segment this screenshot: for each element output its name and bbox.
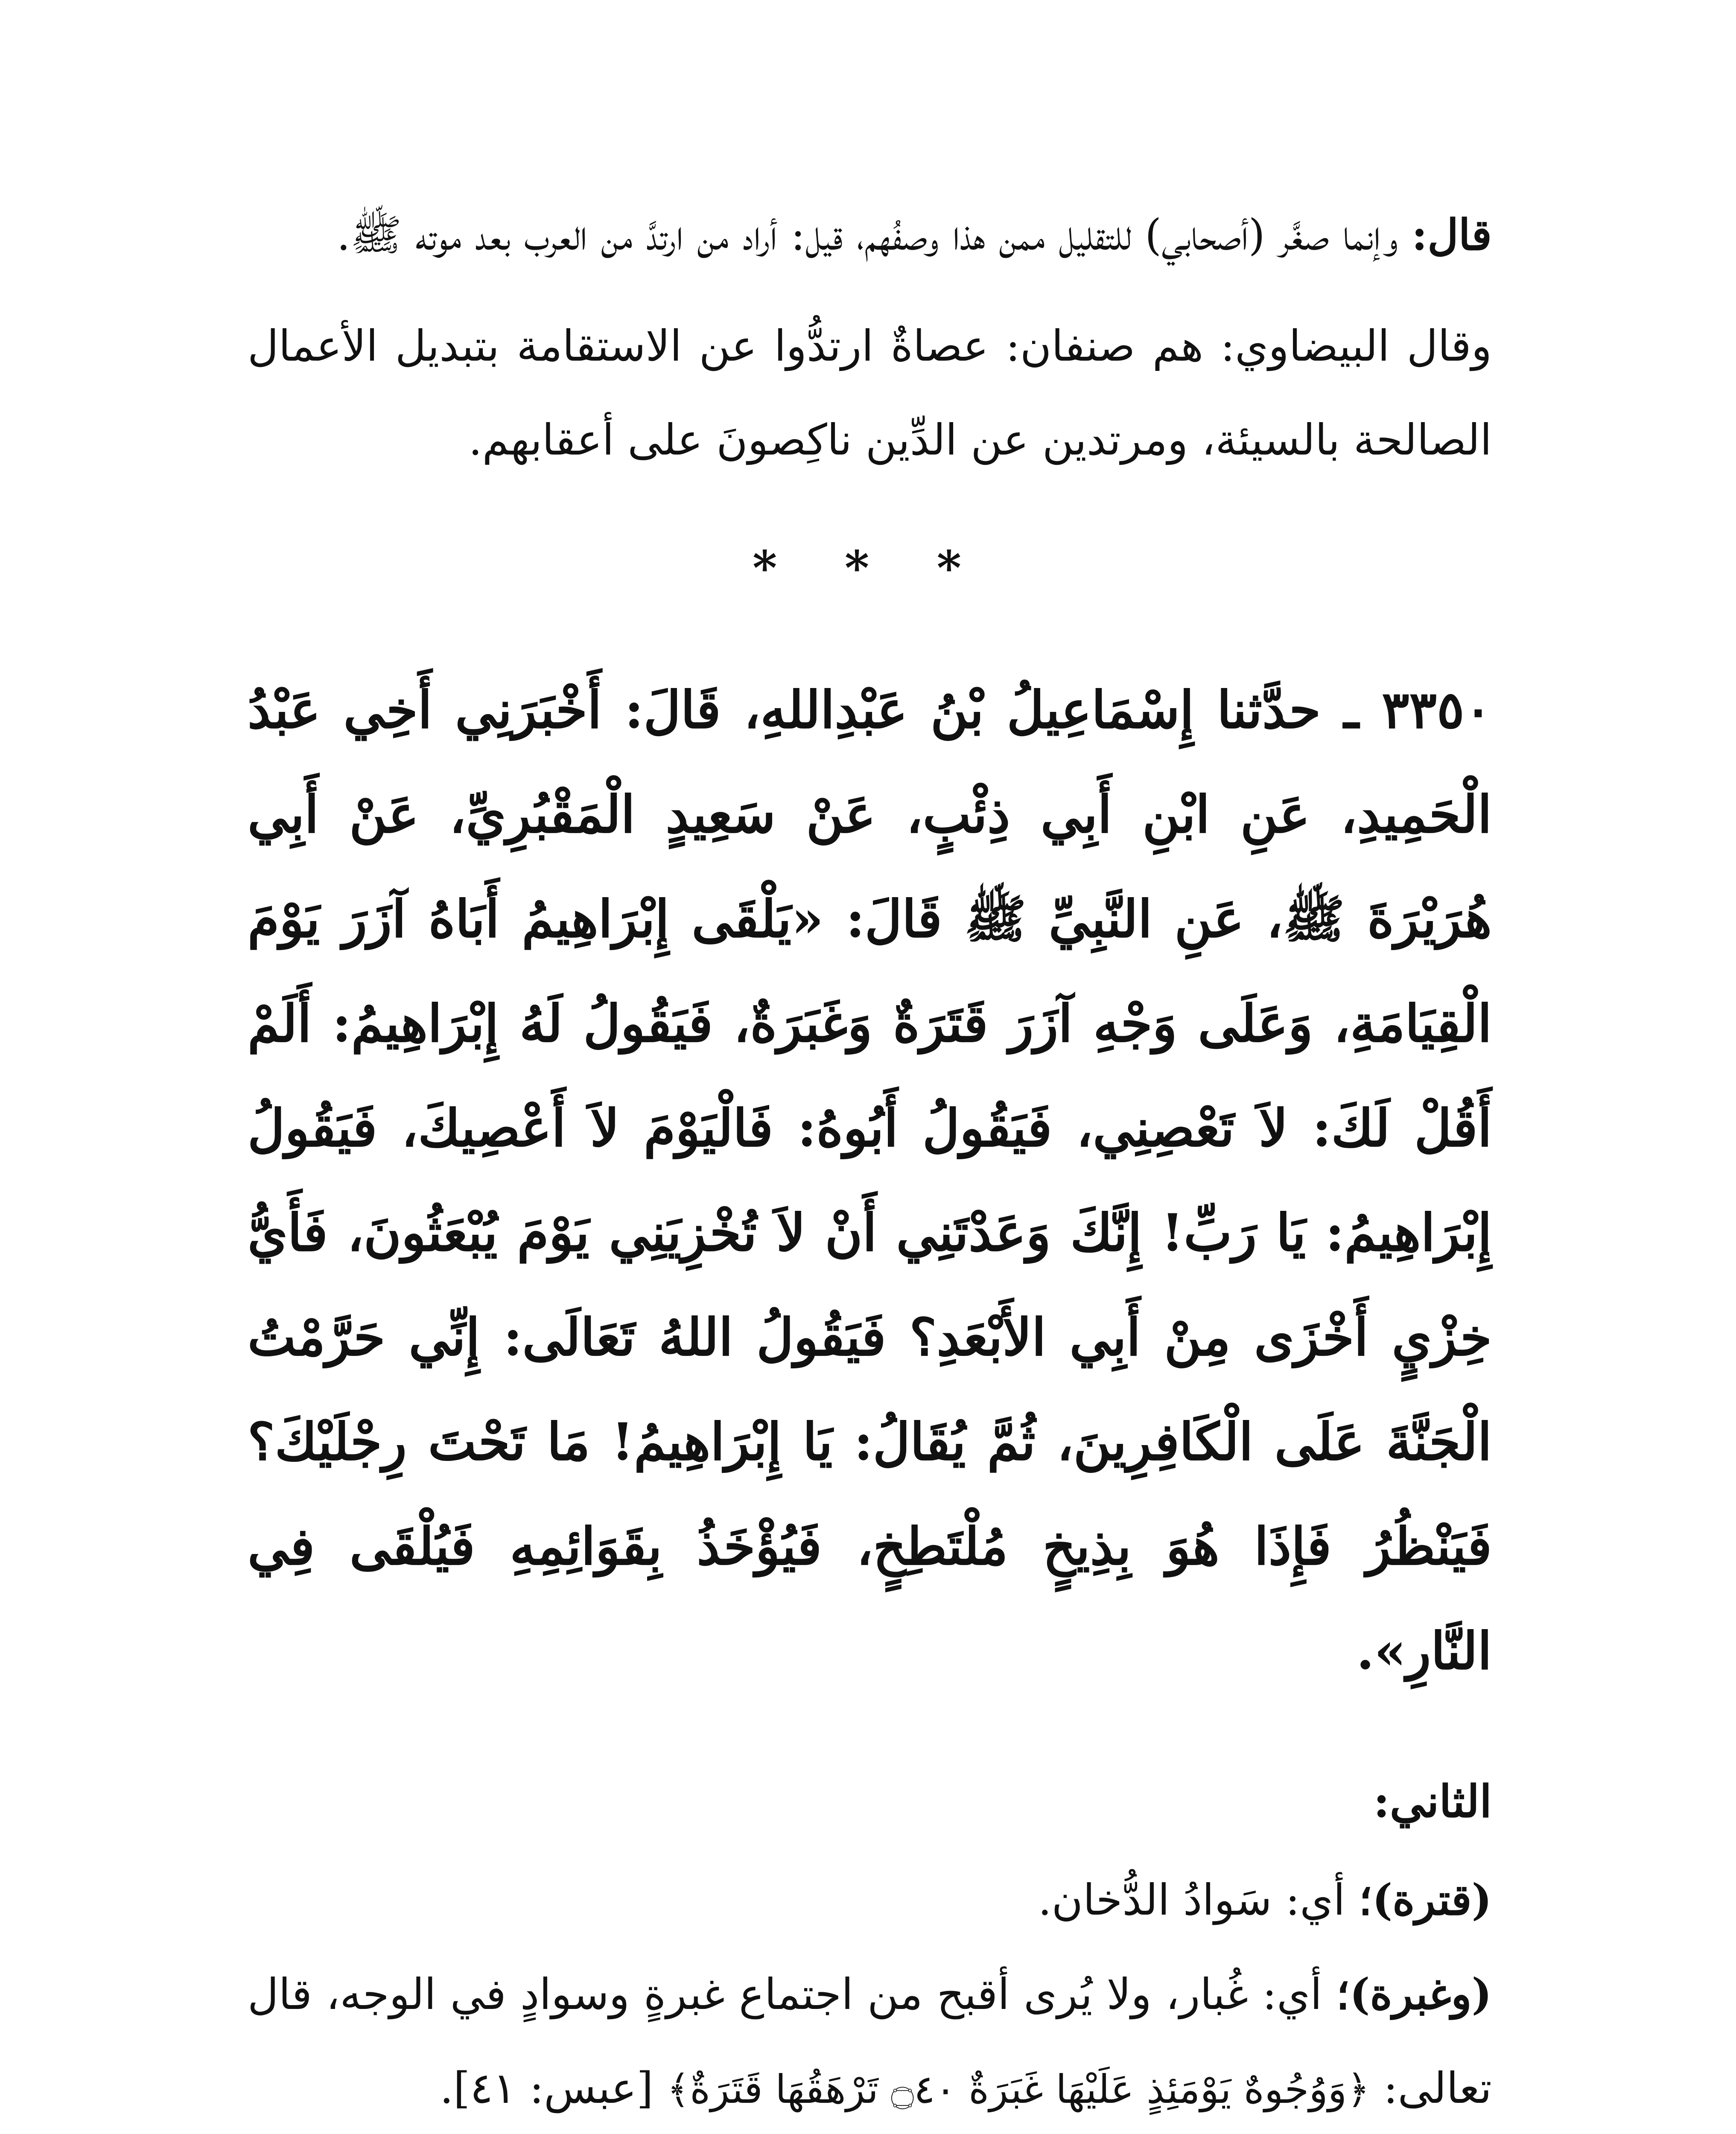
gloss-text: أي: غُبار، ولا يُرى أقبح من اجتماع غبرةٍ وسوادٍ في الوجه، قال تعالى:	[248, 1969, 1492, 2113]
gloss-term: (قترة)؛	[1359, 1875, 1492, 1925]
gloss-term: (وغبرة)؛	[1336, 1969, 1492, 2019]
quran-citation: [عبس: ٤١].	[440, 2063, 654, 2113]
gloss-qatara	[248, 1853, 1492, 1947]
quran-verse: ﴿وَوُجُوهٌ يَوْمَئِذٍ عَلَيْهَا غَبَرَةٌ ۝٤٠ تَرْهَقُهَا قَتَرَةٌ﴾	[667, 2067, 1370, 2112]
page-body	[248, 188, 1492, 2134]
commentary-paragraph-1	[248, 188, 1492, 282]
section-separator: * * *	[752, 540, 987, 595]
paragraph-lead: قال:	[1412, 210, 1492, 260]
paragraph-text: وقال البيضاوي: هم صنفان: عصاةٌ ارتدُّوا عن الاستقامة بتبديل الأعمال الصالحة بالسيئة، ومرتدين عن الدِّين ناكِصونَ على أعقابهم.	[248, 321, 1492, 465]
gloss-ghabara	[248, 1947, 1492, 2134]
commentary-heading: الثاني:	[1373, 1775, 1492, 1828]
commentary-paragraph-2	[248, 299, 1492, 487]
paragraph-text: وإنما صغَّر (أصحابي) للتقليل ممن هذا وصفُهم، قيل: أراد من ارتدَّ من العرب بعد موته ﷺ.	[336, 210, 1398, 260]
hadith-text: ٣٣٥٠ ـ حدَّثنا إِسْمَاعِيلُ بْنُ عَبْدِاللهِ، قَالَ: أَخْبَرَنِي أَخِي عَبْدُ الْحَمِيدِ، عَنِ ابْنِ أَبِي ذِئْبٍ، عَنْ سَعِيدٍ الْمَقْبُرِيِّ، عَنْ أَبِي هُرَيْرَةَ ﷺ، عَنِ النَّبِيِّ ﷺ قَالَ: «يَلْقَى إِبْرَاهِيمُ أَبَاهُ آزَرَ يَوْمَ الْقِيَامَةِ، وَعَلَى وَجْهِ آزَرَ قَتَرَةٌ وَغَبَرَةٌ، فَيَقُولُ لَهُ إِبْرَاهِيمُ: أَلَمْ أَقُلْ لَكَ: لاَ تَعْصِنِي، فَيَقُولُ أَبُوهُ: فَالْيَوْمَ لاَ أَعْصِيكَ، فَيَقُولُ إِبْرَاهِيمُ: يَا رَبِّ! إِنَّكَ وَعَدْتَنِي أَنْ لاَ تُخْزِيَنِي يَوْمَ يُبْعَثُونَ، فَأَيُّ خِزْيٍ أَخْزَى مِنْ أَبِي الأَبْعَدِ؟ فَيَقُولُ اللهُ تَعَالَى: إِنِّي حَرَّمْتُ الْجَنَّةَ عَلَى الْكَافِرِينَ، ثُمَّ يُقَالُ: يَا إِبْرَاهِيمُ! مَا تَحْتَ رِجْلَيْكَ؟ فَيَنْظُرُ فَإِذَا هُوَ بِذِيخٍ مُلْتَطِخٍ، فَيُؤْخَذُ بِقَوَائِمِهِ فَيُلْقَى فِي النَّارِ».	[248, 680, 1492, 1681]
gloss-text: أي: سَوادُ الدُّخان.	[1038, 1875, 1345, 1925]
